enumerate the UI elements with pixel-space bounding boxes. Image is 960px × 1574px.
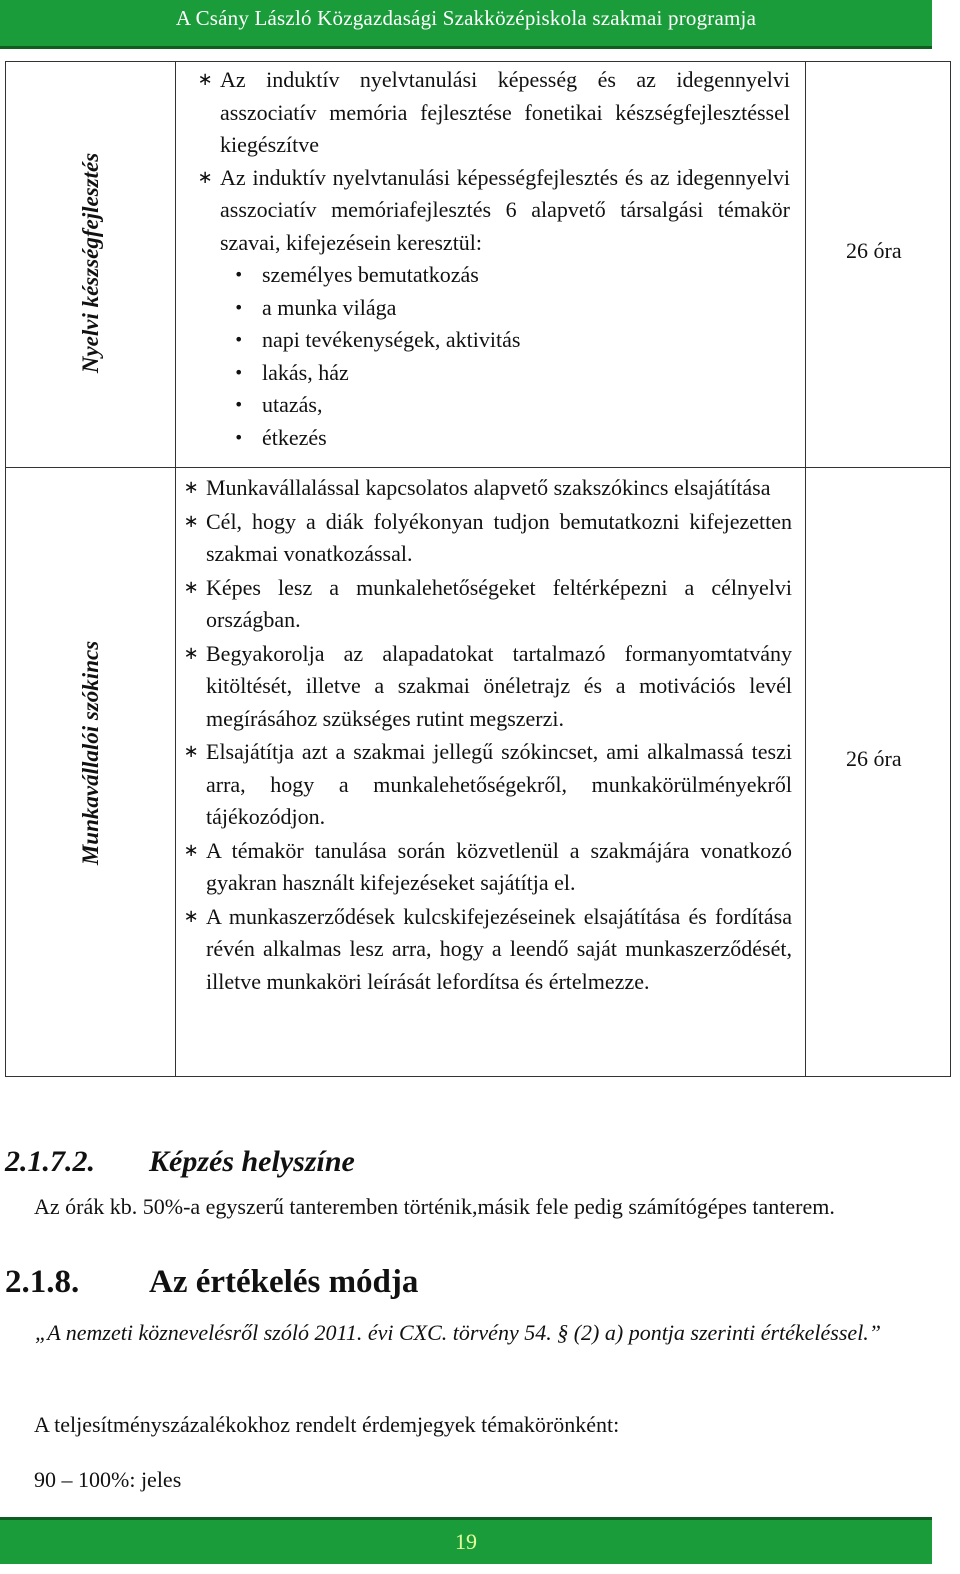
- sub-list-item: • lakás, ház: [190, 357, 790, 390]
- section-heading: Az értékelés módja: [149, 1264, 419, 1300]
- sub-list-item: • étkezés: [190, 422, 790, 455]
- row2-label-cell: [5, 467, 176, 1077]
- section-number: 2.1.7.2.: [5, 1145, 95, 1178]
- grade-line: 90 – 100%: jeles: [34, 1467, 182, 1492]
- asterisk-bullet-icon: ∗: [183, 741, 199, 762]
- legal-quote: „A nemzeti köznevelésről szóló 2011. évi CXC. törvény 54. § (2) a) pontja szerinti értékeléssel.”: [35, 1320, 882, 1345]
- asterisk-bullet-icon: ∗: [197, 69, 213, 90]
- asterisk-bullet-icon: ∗: [183, 905, 199, 927]
- sub-list-item: • napi tevékenységek, aktivitás: [190, 324, 790, 357]
- location-paragraph: Az órák kb. 50%-a egyszerű tanteremben történik,másik fele pedig számítógépes tanterem.: [34, 1194, 835, 1219]
- sub-list-item: • személyes bemutatkozás: [190, 259, 790, 292]
- asterisk-bullet-icon: ∗: [183, 576, 199, 598]
- row2-hours: 26 óra: [846, 746, 902, 771]
- list-item: ∗ Begyakorolja az alapadatokat tartalmazó formanyomtatvány kitöltését, illetve a szakmai önéletrajz és a motivációs levél megírásához szükséges rutint megszerzi.: [176, 638, 792, 736]
- dot-bullet-icon: •: [234, 395, 244, 414]
- dot-bullet-icon: •: [234, 265, 244, 284]
- row2-hours-cell: [805, 467, 951, 1077]
- row1-content-cell: [175, 61, 806, 468]
- row1-hours-cell: [805, 61, 951, 468]
- asterisk-bullet-icon: ∗: [183, 839, 199, 861]
- sub-list-item: • utazás,: [190, 389, 790, 422]
- asterisk-bullet-icon: ∗: [197, 166, 213, 188]
- section-heading: Képzés helyszíne: [149, 1145, 355, 1178]
- list-item: ∗ Az induktív nyelvtanulási képességfejlesztés és az idegennyelvi asszociatív memóriafejlesztés 6 alapvető társalgási témakör szavai, kifejezésein keresztül:: [190, 162, 790, 260]
- row2-topic-label: Munkavállalói szókincs: [78, 640, 103, 866]
- page-number: 19: [455, 1529, 477, 1554]
- asterisk-bullet-icon: ∗: [183, 642, 199, 664]
- list-item: ∗ Elsajátítja azt a szakmai jellegű szókincset, ami alkalmassá teszi arra, hogy a munkalehetőségekről, munkakörülményekről tájékozódjon.: [176, 736, 792, 834]
- document-header-title: A Csány László Közgazdasági Szakközépiskola szakmai programja: [175, 6, 757, 30]
- list-item: ∗ A témakör tanulása során közvetlenül a szakmájára vonatkozó gyakran használt kifejezéseket sajátítja el.: [176, 835, 792, 900]
- dot-bullet-icon: •: [234, 362, 244, 382]
- row2-content-cell: [175, 467, 806, 1077]
- list-item: ∗ Cél, hogy a diák folyékonyan tudjon bemutatkozni kifejezetten szakmai vonatkozással.: [176, 506, 792, 571]
- asterisk-bullet-icon: ∗: [183, 510, 199, 532]
- dot-bullet-icon: •: [234, 297, 244, 317]
- page-header-bar: [0, 0, 932, 49]
- grades-intro: A teljesítményszázalékokhoz rendelt érdemjegyek témakörönként:: [34, 1412, 620, 1437]
- list-item: ∗ A munkaszerződések kulcskifejezéseinek elsajátítása és fordítása révén alkalmas lesz arra, hogy a leendő saját munkaszerződését, illetve munkaköri leírását lefordítsa és értelmezze.: [176, 901, 792, 999]
- list-item: ∗ Az induktív nyelvtanulási képesség és az idegennyelvi asszociatív memória fejlesztése fonetikai készségfejlesztéssel kiegészítve: [190, 64, 790, 162]
- dot-bullet-icon: •: [234, 427, 244, 447]
- row1-label-cell: [5, 61, 176, 468]
- list-item: ∗ Munkavállalással kapcsolatos alapvető szakszókincs elsajátítása: [176, 472, 792, 505]
- sub-list-item: • a munka világa: [190, 292, 790, 325]
- section-number: 2.1.8.: [5, 1264, 80, 1300]
- row1-topic-label: Nyelvi készségfejlesztés: [78, 152, 103, 374]
- row1-hours: 26 óra: [846, 238, 902, 263]
- dot-bullet-icon: •: [234, 330, 244, 349]
- asterisk-bullet-icon: ∗: [183, 477, 199, 498]
- page-footer-bar: [0, 1517, 932, 1564]
- curriculum-table: [5, 61, 951, 1077]
- list-item: ∗ Képes lesz a munkalehetőségeket feltérképezni a célnyelvi országban.: [176, 572, 792, 637]
